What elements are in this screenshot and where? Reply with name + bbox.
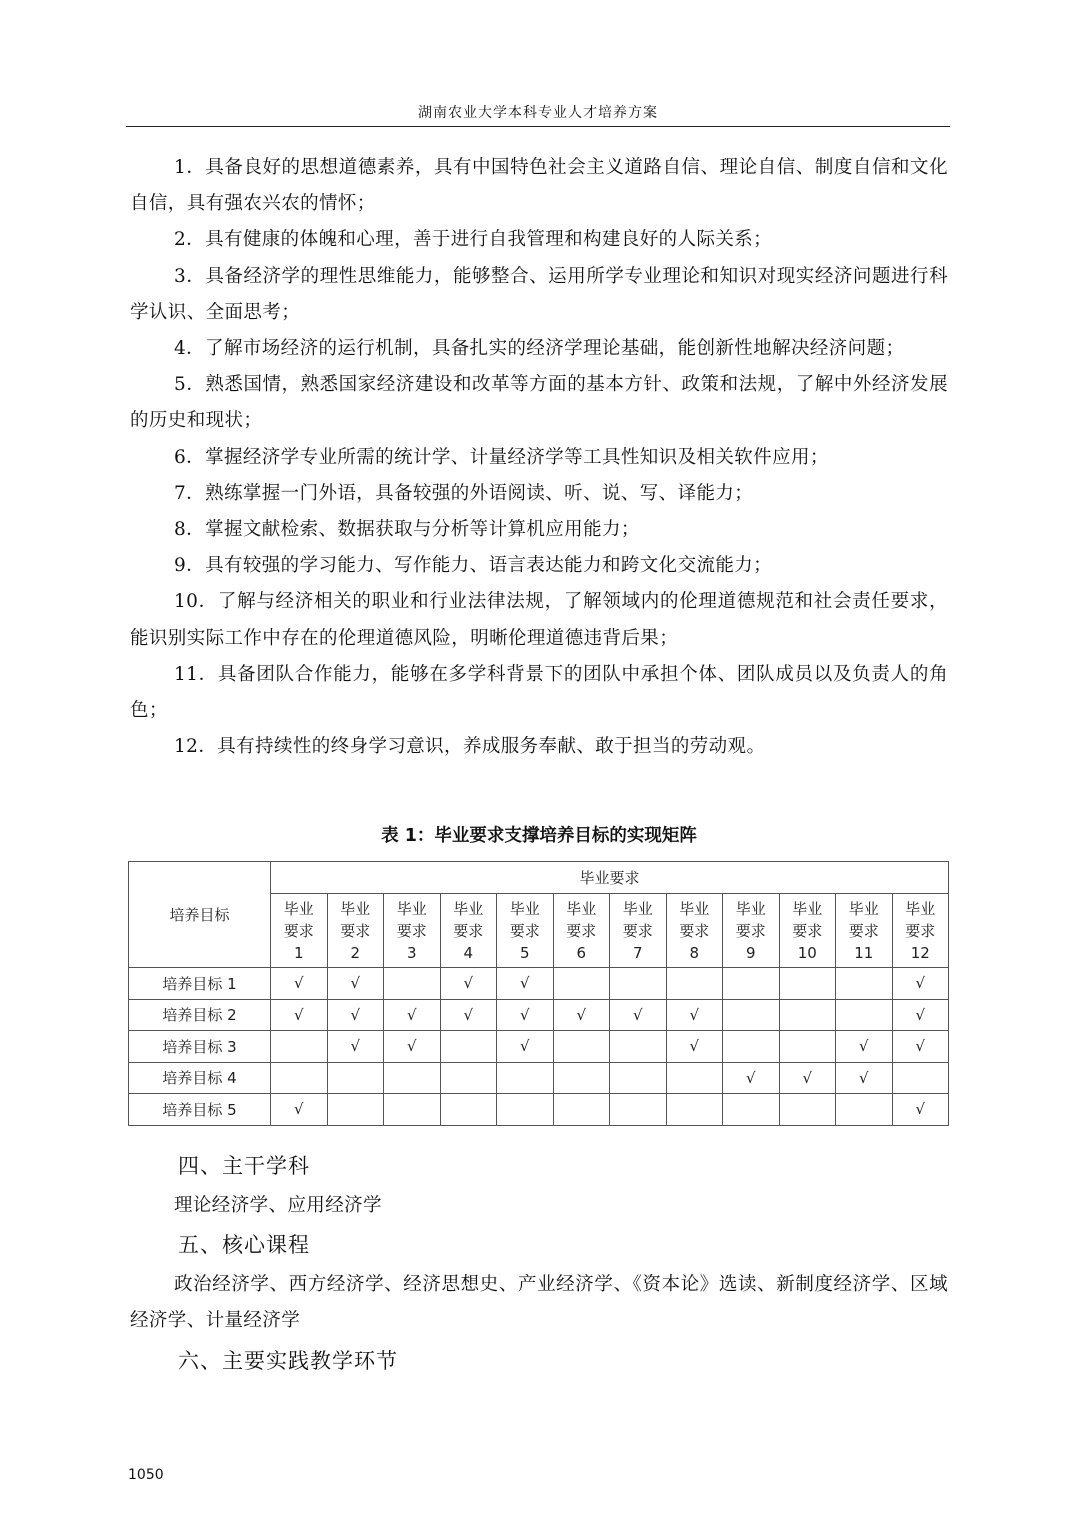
requirement-item: 5．熟悉国情，熟悉国家经济建设和改革等方面的基本方针、政策和法规，了解中外经济发展的历史和现状； [130, 374, 948, 432]
empty-cell [836, 1094, 893, 1126]
empty-cell [610, 1062, 667, 1094]
empty-cell [666, 968, 723, 1000]
requirement-column-header [666, 894, 723, 968]
column-header-label: 要求 [905, 921, 936, 940]
empty-cell [836, 968, 893, 1000]
empty-cell [384, 1094, 441, 1126]
empty-cell [553, 968, 610, 1000]
core-courses-paragraph: 政治经济学、西方经济学、经济思想史、产业经济学、《资本论》选读、新制度经济学、区域经济学、计量经济学 [130, 1274, 948, 1332]
check-mark-cell: √ [723, 1062, 780, 1094]
column-header-label: 要求 [735, 921, 766, 940]
empty-cell [440, 1062, 497, 1094]
empty-cell [666, 1062, 723, 1094]
check-mark-cell: √ [327, 1031, 384, 1063]
empty-cell [779, 1094, 836, 1126]
check-mark-cell: √ [271, 968, 328, 1000]
page-header [126, 102, 950, 127]
column-header-label: 毕业 [453, 899, 484, 918]
column-header-number: 11 [854, 943, 874, 962]
objective-label: 培养目标 5 [129, 1094, 271, 1126]
column-header-number: 7 [632, 943, 643, 962]
column-header-label: 要求 [283, 921, 314, 940]
column-header-label: 毕业 [848, 899, 879, 918]
requirement-item: 10．了解与经济相关的职业和行业法律法规，了解领域内的伦理道德规范和社会责任要求，能识别实际工作中存在的伦理道德风险，明晰伦理道德违背后果； [130, 591, 948, 649]
empty-cell [384, 1062, 441, 1094]
core-courses-text [130, 1267, 948, 1339]
column-header-label: 毕业 [509, 899, 540, 918]
requirement-column-header [610, 894, 667, 968]
check-mark-cell: √ [440, 968, 497, 1000]
graduation-requirements-list [130, 150, 948, 765]
requirement-item: 4．了解市场经济的运行机制，具备扎实的经济学理论基础，能创新性地解决经济问题； [174, 338, 905, 360]
requirement-column-header [384, 894, 441, 968]
requirement-item: 7．熟练掌握一门外语，具备较强的外语阅读、听、说、写、译能力； [174, 482, 754, 504]
empty-cell [723, 1031, 780, 1063]
empty-cell [384, 968, 441, 1000]
objective-label: 培养目标 3 [129, 1031, 271, 1063]
empty-cell [327, 1062, 384, 1094]
column-header-number: 12 [910, 943, 930, 962]
column-header-label: 要求 [566, 921, 597, 940]
column-header-label: 毕业 [283, 899, 314, 918]
check-mark-cell: √ [553, 999, 610, 1031]
requirement-item: 8．掌握文献检索、数据获取与分析等计算机应用能力； [174, 519, 640, 541]
column-header-label: 要求 [396, 921, 427, 940]
requirement-item: 11．具备团队合作能力，能够在多学科背景下的团队中承担个体、团队成员以及负责人的角色； [130, 663, 948, 722]
empty-cell [666, 1094, 723, 1126]
section-heading-major-disciplines: 四、主干学科 [178, 1154, 310, 1178]
requirement-column-header [836, 894, 893, 968]
check-mark-cell: √ [384, 999, 441, 1031]
empty-cell [892, 1062, 949, 1094]
empty-cell [779, 1031, 836, 1063]
empty-cell [779, 968, 836, 1000]
column-header-label: 要求 [679, 921, 710, 940]
requirement-column-header [553, 894, 610, 968]
check-mark-cell: √ [892, 1094, 949, 1126]
table-row [129, 1094, 949, 1126]
empty-cell [553, 1031, 610, 1063]
table-row [129, 999, 949, 1031]
major-disciplines-paragraph: 理论经济学、应用经济学 [174, 1195, 382, 1216]
check-mark-cell: √ [271, 1094, 328, 1126]
column-header-number: 4 [463, 943, 474, 962]
requirement-item: 1．具备良好的思想道德素养，具有中国特色社会主义道路自信、理论自信、制度自信和文化自信，具有强农兴农的情怀； [130, 157, 948, 215]
column-header-label: 毕业 [735, 899, 766, 918]
column-header-number: 1 [293, 943, 304, 962]
check-mark-cell: √ [271, 999, 328, 1031]
empty-cell [610, 1031, 667, 1063]
check-mark-cell: √ [666, 1031, 723, 1063]
column-header-label: 毕业 [566, 899, 597, 918]
empty-cell [723, 1094, 780, 1126]
check-mark-cell: √ [836, 1062, 893, 1094]
column-header-label: 毕业 [905, 899, 936, 918]
requirement-item: 9．具有较强的学习能力、写作能力、语言表达能力和跨文化交流能力； [174, 555, 773, 577]
page-number: 1050 [128, 1467, 164, 1483]
column-header-number: 5 [519, 943, 530, 962]
table-row [129, 968, 949, 1000]
check-mark-cell: √ [892, 999, 949, 1031]
empty-cell [836, 999, 893, 1031]
column-header-number: 6 [576, 943, 587, 962]
empty-cell [610, 1094, 667, 1126]
column-header-number: 9 [745, 943, 756, 962]
requirement-column-header [723, 894, 780, 968]
column-header-number: 2 [350, 943, 361, 962]
column-header-label: 要求 [792, 921, 823, 940]
check-mark-cell: √ [327, 999, 384, 1031]
table-caption: 表 1：毕业要求支撑培养目标的实现矩阵 [381, 826, 697, 846]
check-mark-cell: √ [892, 1031, 949, 1063]
objective-label: 培养目标 1 [129, 968, 271, 1000]
column-header-label: 毕业 [622, 899, 653, 918]
empty-cell [271, 1031, 328, 1063]
requirement-item: 6．掌握经济学专业所需的统计学、计量经济学等工具性知识及相关软件应用； [174, 446, 829, 468]
empty-cell [723, 999, 780, 1031]
table-row [129, 1062, 949, 1094]
header-title: 湖南农业大学本科专业人才培养方案 [418, 105, 658, 121]
check-mark-cell: √ [779, 1062, 836, 1094]
column-header-number: 10 [797, 943, 817, 962]
column-header-label: 要求 [848, 921, 879, 940]
requirement-column-header [779, 894, 836, 968]
matrix-body [129, 968, 949, 1126]
table-row [129, 1031, 949, 1063]
requirement-column-header [497, 894, 554, 968]
empty-cell [553, 1062, 610, 1094]
check-mark-cell: √ [892, 968, 949, 1000]
check-mark-cell: √ [497, 968, 554, 1000]
empty-cell [271, 1062, 328, 1094]
check-mark-cell: √ [610, 999, 667, 1031]
check-mark-cell: √ [497, 1031, 554, 1063]
empty-cell [440, 1031, 497, 1063]
group-header-cell: 毕业要求 [271, 862, 949, 894]
check-mark-cell: √ [384, 1031, 441, 1063]
requirement-column-header [440, 894, 497, 968]
requirement-column-header [327, 894, 384, 968]
check-mark-cell: √ [836, 1031, 893, 1063]
column-header-label: 毕业 [340, 899, 371, 918]
major-disciplines-text [130, 1188, 948, 1224]
empty-cell [779, 999, 836, 1031]
column-header-label: 要求 [622, 921, 653, 940]
column-header-number: 3 [406, 943, 417, 962]
empty-cell [440, 1094, 497, 1126]
requirement-column-header [271, 894, 328, 968]
check-mark-cell: √ [666, 999, 723, 1031]
empty-cell [497, 1062, 554, 1094]
requirement-item: 12．具有持续性的终身学习意识，养成服务奉献、敢于担当的劳动观。 [174, 736, 766, 758]
column-header-label: 毕业 [792, 899, 823, 918]
empty-cell [723, 968, 780, 1000]
empty-cell [497, 1094, 554, 1126]
section-heading-core-courses: 五、核心课程 [178, 1233, 310, 1257]
row-header-cell: 培养目标 [129, 862, 271, 968]
objective-label: 培养目标 4 [129, 1062, 271, 1094]
requirement-item: 3．具备经济学的理性思维能力，能够整合、运用所学专业理论和知识对现实经济问题进行科学认识、全面思考； [130, 265, 948, 323]
column-header-number: 8 [689, 943, 700, 962]
requirement-column-header [892, 894, 949, 968]
section-heading-practice: 六、主要实践教学环节 [178, 1349, 398, 1373]
empty-cell [610, 968, 667, 1000]
column-header-label: 毕业 [679, 899, 710, 918]
column-header-label: 要求 [453, 921, 484, 940]
empty-cell [553, 1094, 610, 1126]
check-mark-cell: √ [327, 968, 384, 1000]
requirement-item: 2．具有健康的体魄和心理，善于进行自我管理和构建良好的人际关系； [174, 229, 773, 251]
objective-label: 培养目标 2 [129, 999, 271, 1031]
check-mark-cell: √ [497, 999, 554, 1031]
column-header-label: 要求 [509, 921, 540, 940]
column-header-label: 毕业 [396, 899, 427, 918]
requirements-matrix-table [128, 861, 949, 1126]
empty-cell [327, 1094, 384, 1126]
check-mark-cell: √ [440, 999, 497, 1031]
column-header-label: 要求 [340, 921, 371, 940]
